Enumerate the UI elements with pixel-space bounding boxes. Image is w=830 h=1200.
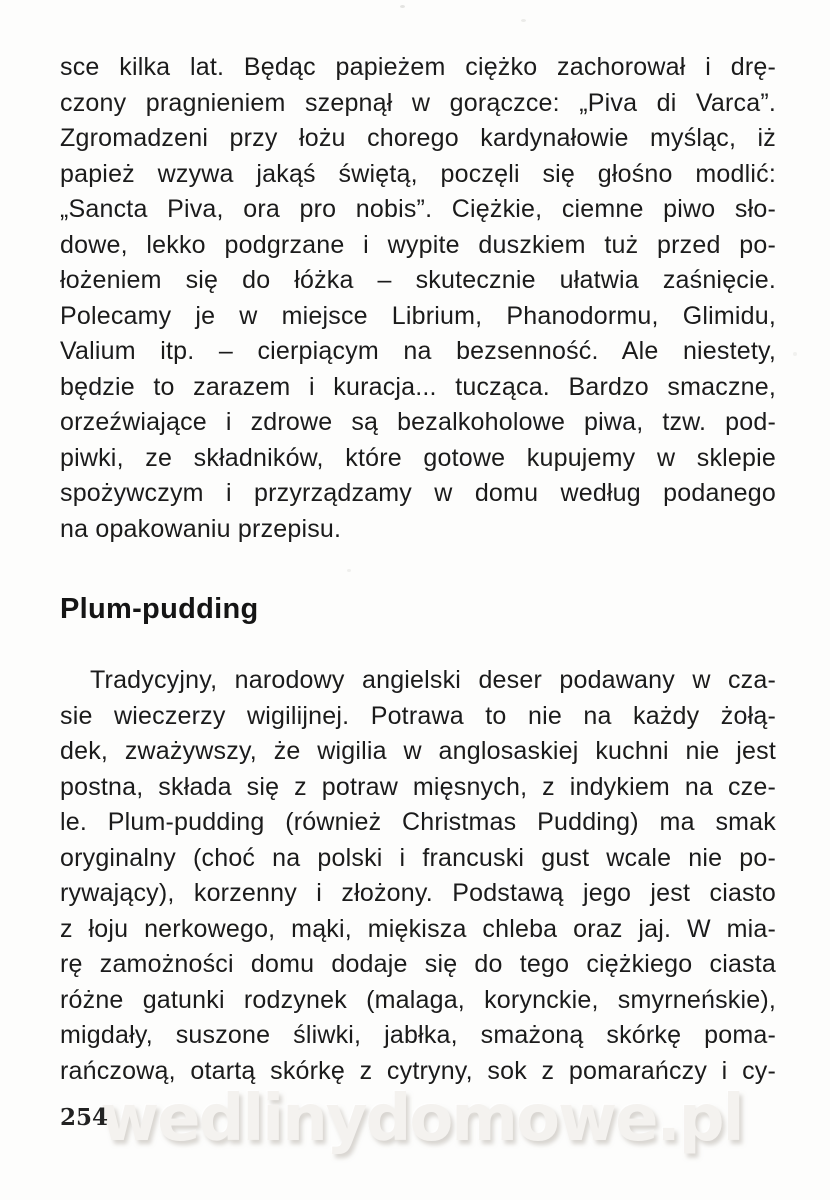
text-line: rańczową, otartą skórkę z cytryny, sok z pomarańczy i cy- <box>60 1056 776 1085</box>
text-line: migdały, suszone śliwki, jabłka, smażoną skórkę poma- <box>60 1021 776 1049</box>
text-line: będzie to zarazem i kuracja... tucząca. Bardzo smaczne, <box>60 372 776 401</box>
text-line: dowe, lekko podgrzane i wypite duszkiem tuż przed po- <box>60 230 776 259</box>
text-line: dek, zważywszy, że wigilia w anglosaskiej kuchni nie jest <box>60 737 776 765</box>
text-line: spożywczym i przyrządzamy w domu według podanego <box>60 479 776 507</box>
page-number: 254 <box>60 1104 109 1131</box>
text-line: „Sancta Piva, ora pro nobis”. Ciężkie, ciemne piwo sło- <box>60 195 776 223</box>
text-line: Valium itp. – cierpiącym na bezsenność. Ale niestety, <box>60 337 776 365</box>
text-line: z łoju nerkowego, mąki, miękisza chleba oraz jaj. W mia- <box>60 914 776 943</box>
text-line: czony pragnieniem szepnął w gorączce: „Piva di Varca”. <box>60 88 776 117</box>
scan-speck <box>400 5 405 8</box>
text-line: le. Plum-pudding (również Christmas Pudding) ma smak <box>60 808 776 836</box>
text-line: papież wzywa jakąś świętą, poczęli się głośno modlić: <box>60 159 776 188</box>
text-line: rywający), korzenny i złożony. Podstawą jego jest ciasto <box>60 879 776 907</box>
paragraph-plum-pudding <box>60 663 776 1089</box>
paragraph-piwo <box>60 50 776 547</box>
text-line: na opakowaniu przepisu. <box>60 514 342 543</box>
text-line: oryginalny (choć na polski i francuski gust wcale nie po- <box>60 843 776 872</box>
text-line: rę zamożności domu dodaje się do tego ciężkiego ciasta <box>60 950 776 978</box>
text-line: Tradycyjny, narodowy angielski deser podawany w cza- <box>90 666 776 694</box>
text-line: sce kilka lat. Będąc papieżem ciężko zachorował i drę- <box>60 53 776 81</box>
scan-speck <box>347 569 351 572</box>
scan-speck <box>521 19 526 22</box>
text-line: sie wieczerzy wigilijnej. Potrawa to nie na każdy żołą- <box>60 701 776 730</box>
text-line: łożeniem się do łóżka – skutecznie ułatwia zaśnięcie. <box>60 266 776 294</box>
text-line: Polecamy je w miejsce Librium, Phanodormu, Glimidu, <box>60 301 776 330</box>
scan-speck <box>793 352 797 356</box>
text-line: orzeźwiające i zdrowe są bezalkoholowe piwa, tzw. pod- <box>60 408 776 436</box>
text-line: Zgromadzeni przy łożu chorego kardynałowie myśląc, iż <box>60 124 776 152</box>
text-line: różne gatunki rodzynek (malaga, korynckie, smyrneńskie), <box>60 985 776 1014</box>
section-heading: Plum-pudding <box>60 593 259 625</box>
text-line: piwki, ze składników, które gotowe kupujemy w sklepie <box>60 443 776 472</box>
text-line: postna, składa się z potraw mięsnych, z indykiem na cze- <box>60 772 776 801</box>
watermark: wedlinydomowe.pl <box>100 1082 743 1156</box>
